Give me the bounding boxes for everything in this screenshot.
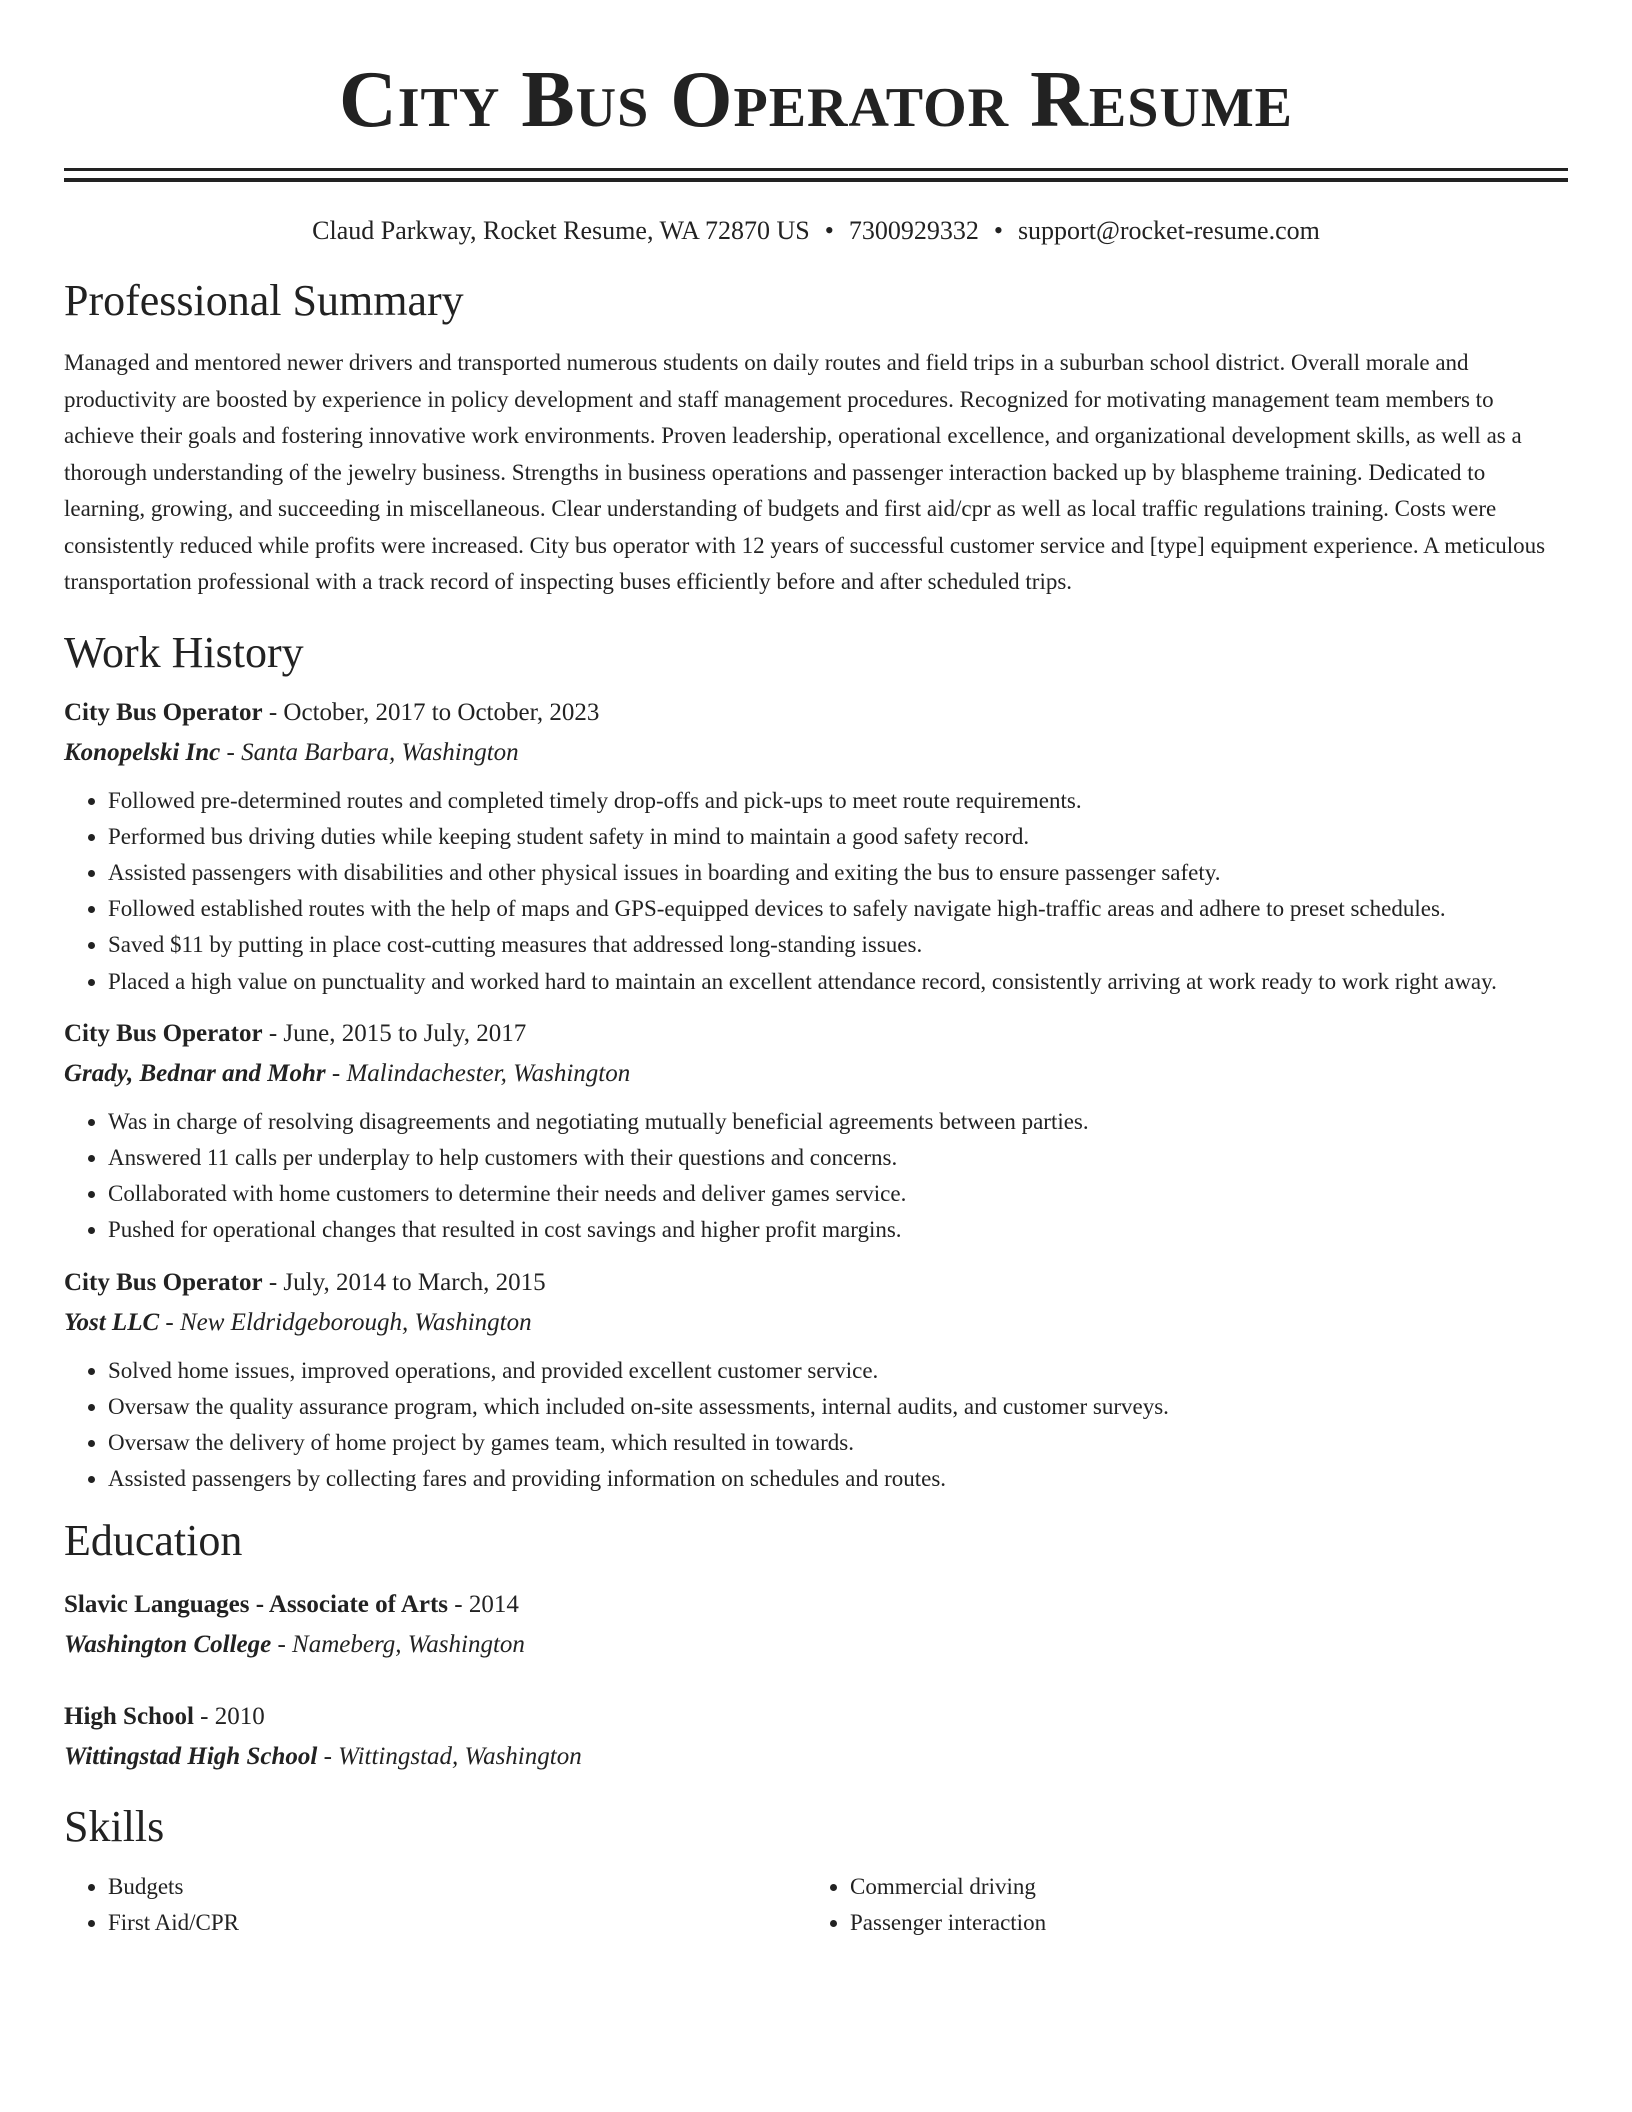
resume-title: City Bus Operator Resume (338, 56, 1294, 144)
company-name: Konopelski Inc (64, 738, 221, 766)
skills-column-right (806, 1869, 1548, 1941)
school-line (64, 1625, 1568, 1665)
school-line (64, 1737, 1568, 1777)
summary-text: Managed and mentored newer drivers and transported numerous students on daily routes and field trips in a suburban school district. Overall morale and productivity are boosted by experience in policy development and staff management procedures. Recognized for motivating management team members to achieve their goals and fostering innovative work environments. Proven leadership, operational excellence, and organizational development skills, as well as a thorough understanding of the jewelry business. Strengths in business operations and passenger interaction backed up by blaspheme training. Dedicated to learning, growing, and succeeding in miscellaneous. Clear understanding of budgets and first aid/cpr as well as local traffic regulations training. Costs were consistently reduced while profits were increased. City bus operator with 12 years of successful customer service and [type] equipment experience. A meticulous transportation professional with a track record of inspecting buses efficiently before and after scheduled trips. (64, 350, 1546, 594)
degree-line (64, 1697, 1568, 1737)
company-line (64, 1054, 1568, 1094)
degree-year: - 2010 (193, 1703, 265, 1731)
job-title: City Bus Operator (64, 1268, 263, 1296)
degree-name: High School (64, 1703, 194, 1731)
school-name: Washington College (64, 1631, 272, 1659)
job-title-line (64, 1263, 1568, 1303)
education-heading: Education (64, 1516, 243, 1566)
company-line (64, 733, 1568, 773)
job-bullet: • Answered 11 calls per underplay to help customers with their questions and concerns. (108, 1140, 1568, 1176)
education-entry (64, 1585, 1568, 1665)
job-bullet: • Assisted passengers by collecting fares and providing information on schedules and routes. (108, 1461, 1568, 1497)
work-history-heading: Work History (64, 627, 304, 677)
skills-heading: Skills (64, 1802, 165, 1852)
skill-item: • Budgets (108, 1869, 806, 1905)
company-location: - Santa Barbara, Washington (220, 738, 519, 766)
job-title: City Bus Operator (64, 698, 263, 726)
skills-list (64, 1869, 1568, 1941)
job-entry (64, 1263, 1568, 1498)
contact-separator: • (993, 216, 1003, 245)
job-bullet: • Assisted passengers with disabilities and other physical issues in boarding and exiting the bus to ensure passenger safety. (108, 855, 1568, 891)
job-bullet: • Oversaw the quality assurance program, which included on-site assessments, internal audits, and customer surveys. (108, 1389, 1568, 1425)
contact-email: support@rocket-resume.com (1017, 216, 1320, 245)
company-name: Grady, Bednar and Mohr (64, 1059, 326, 1087)
education-entry (64, 1697, 1568, 1777)
job-bullet: • Placed a high value on punctuality and worked hard to maintain an excellent attendance record, consistently arriving at work ready to work right away. (108, 964, 1568, 1000)
company-line (64, 1303, 1568, 1343)
job-bullet: • Oversaw the delivery of home project by games team, which resulted in towards. (108, 1425, 1568, 1461)
skill-item: • First Aid/CPR (108, 1905, 806, 1941)
job-bullet: • Was in charge of resolving disagreements and negotiating mutually beneficial agreements between parties. (108, 1104, 1568, 1140)
job-title: City Bus Operator (64, 1019, 263, 1047)
degree-year: - 2014 (448, 1591, 519, 1619)
skill-item: • Passenger interaction (850, 1905, 1548, 1941)
job-dates: - July, 2014 to March, 2015 (262, 1268, 546, 1296)
job-bullet: • Collaborated with home customers to determine their needs and deliver games service. (108, 1176, 1568, 1212)
contact-phone: 7300929332 (848, 216, 979, 245)
job-entry (64, 693, 1568, 1000)
contact-separator: • (824, 216, 834, 245)
job-title-line (64, 693, 1568, 733)
job-dates: - October, 2017 to October, 2023 (262, 698, 600, 726)
job-bullets (64, 1353, 1568, 1498)
school-location: - Wittingstad, Washington (317, 1743, 582, 1771)
contact-address: Claud Parkway, Rocket Resume, WA 72870 US (312, 216, 810, 245)
school-location: - Nameberg, Washington (271, 1631, 525, 1659)
job-bullet: • Solved home issues, improved operations, and provided excellent customer service. (108, 1353, 1568, 1389)
degree-line (64, 1585, 1568, 1625)
skills-column-left (64, 1869, 806, 1941)
job-bullet: • Pushed for operational changes that resulted in cost savings and higher profit margins. (108, 1212, 1568, 1248)
skill-item: • Commercial driving (850, 1869, 1548, 1905)
summary-heading: Professional Summary (64, 276, 464, 325)
job-dates: - June, 2015 to July, 2017 (262, 1019, 527, 1047)
job-entry (64, 1014, 1568, 1249)
school-name: Wittingstad High School (64, 1743, 318, 1771)
job-bullet: • Followed pre-determined routes and completed timely drop-offs and pick-ups to meet route requirements. (108, 783, 1568, 819)
job-bullet: • Saved $11 by putting in place cost-cutting measures that addressed long-standing issues. (108, 927, 1568, 963)
degree-name: Slavic Languages - Associate of Arts (64, 1591, 449, 1619)
company-location: - Malindachester, Washington (325, 1059, 631, 1087)
job-bullet: • Performed bus driving duties while keeping student safety in mind to maintain a good safety record. (108, 819, 1568, 855)
job-bullets (64, 783, 1568, 1000)
job-title-line (64, 1014, 1568, 1054)
title-divider (64, 168, 1568, 182)
job-bullets (64, 1104, 1568, 1249)
company-location: - New Eldridgeborough, Washington (159, 1308, 532, 1336)
company-name: Yost LLC (64, 1308, 160, 1336)
contact-line (64, 215, 1568, 247)
job-bullet: • Followed established routes with the help of maps and GPS-equipped devices to safely navigate high-traffic areas and adhere to preset schedules. (108, 891, 1568, 927)
